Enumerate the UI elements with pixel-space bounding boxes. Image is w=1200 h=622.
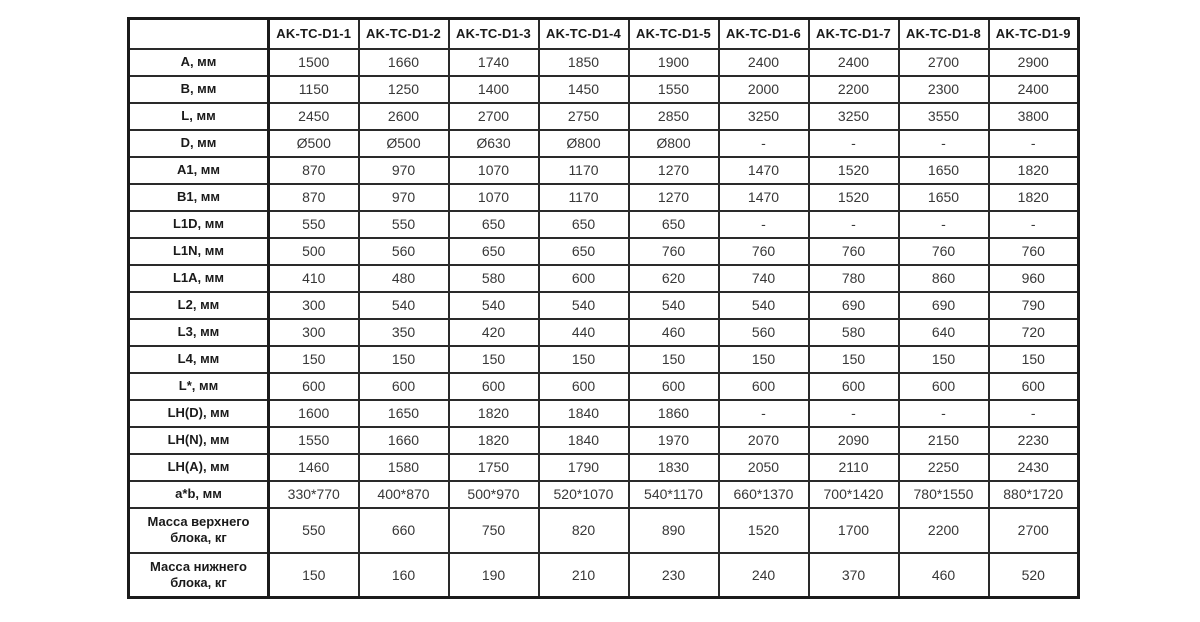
data-cell: 3550 xyxy=(899,103,989,130)
data-cell: 820 xyxy=(539,508,629,553)
data-cell: 3250 xyxy=(809,103,899,130)
data-cell: 150 xyxy=(539,346,629,373)
table-row xyxy=(129,346,1079,373)
data-cell: 2110 xyxy=(809,454,899,481)
data-cell: 440 xyxy=(539,319,629,346)
data-cell: 870 xyxy=(269,157,359,184)
data-cell: 780 xyxy=(809,265,899,292)
data-cell: 2230 xyxy=(989,427,1079,454)
column-header-4: AK-TC-D1-4 xyxy=(539,19,629,49)
data-cell: 1500 xyxy=(269,49,359,76)
data-cell: 1830 xyxy=(629,454,719,481)
data-cell: 1520 xyxy=(809,157,899,184)
data-cell: 580 xyxy=(809,319,899,346)
data-cell: 2750 xyxy=(539,103,629,130)
data-cell: 240 xyxy=(719,553,809,598)
data-cell: 650 xyxy=(539,238,629,265)
row-label: B, мм xyxy=(129,76,269,103)
data-cell: 300 xyxy=(269,292,359,319)
data-cell: 2450 xyxy=(269,103,359,130)
table-row xyxy=(129,481,1079,508)
data-cell: 720 xyxy=(989,319,1079,346)
data-cell: 540 xyxy=(629,292,719,319)
data-cell: 600 xyxy=(269,373,359,400)
data-cell: - xyxy=(989,130,1079,157)
data-cell: 540 xyxy=(359,292,449,319)
data-cell: 2600 xyxy=(359,103,449,130)
table-row xyxy=(129,103,1079,130)
data-cell: 520 xyxy=(989,553,1079,598)
data-cell: 1520 xyxy=(719,508,809,553)
data-cell: 150 xyxy=(269,346,359,373)
column-header-5: AK-TC-D1-5 xyxy=(629,19,719,49)
data-cell: 1520 xyxy=(809,184,899,211)
data-cell: 480 xyxy=(359,265,449,292)
data-cell: Ø800 xyxy=(539,130,629,157)
data-cell: 600 xyxy=(359,373,449,400)
row-label: LH(D), мм xyxy=(129,400,269,427)
data-cell: 460 xyxy=(899,553,989,598)
column-header-2: AK-TC-D1-2 xyxy=(359,19,449,49)
data-cell: 1790 xyxy=(539,454,629,481)
data-cell: Ø500 xyxy=(359,130,449,157)
column-header-8: AK-TC-D1-8 xyxy=(899,19,989,49)
row-label: L*, мм xyxy=(129,373,269,400)
data-cell: - xyxy=(719,130,809,157)
data-cell: 690 xyxy=(899,292,989,319)
data-cell: 2850 xyxy=(629,103,719,130)
data-cell: 760 xyxy=(899,238,989,265)
data-cell: 150 xyxy=(269,553,359,598)
table-row xyxy=(129,427,1079,454)
table-row xyxy=(129,238,1079,265)
data-cell: 230 xyxy=(629,553,719,598)
data-cell: Ø630 xyxy=(449,130,539,157)
data-cell: 150 xyxy=(629,346,719,373)
data-cell: Ø800 xyxy=(629,130,719,157)
data-cell: 750 xyxy=(449,508,539,553)
data-cell: 2000 xyxy=(719,76,809,103)
data-cell: 970 xyxy=(359,157,449,184)
corner-cell xyxy=(129,19,269,49)
data-cell: 660 xyxy=(359,508,449,553)
row-label: Масса нижнего блока, кг xyxy=(129,553,269,598)
data-cell: - xyxy=(809,400,899,427)
row-label: L4, мм xyxy=(129,346,269,373)
data-cell: 1820 xyxy=(449,427,539,454)
data-cell: 1970 xyxy=(629,427,719,454)
column-header-6: AK-TC-D1-6 xyxy=(719,19,809,49)
data-cell: 150 xyxy=(989,346,1079,373)
data-cell: 2400 xyxy=(989,76,1079,103)
data-cell: - xyxy=(989,211,1079,238)
data-cell: 870 xyxy=(269,184,359,211)
table-row xyxy=(129,454,1079,481)
data-cell: 1270 xyxy=(629,184,719,211)
data-cell: 560 xyxy=(719,319,809,346)
data-cell: - xyxy=(899,130,989,157)
data-cell: 500 xyxy=(269,238,359,265)
table-row xyxy=(129,373,1079,400)
data-cell: 2300 xyxy=(899,76,989,103)
data-cell: 790 xyxy=(989,292,1079,319)
data-cell: 1460 xyxy=(269,454,359,481)
data-cell: 600 xyxy=(539,373,629,400)
data-cell: 1170 xyxy=(539,157,629,184)
data-cell: 2700 xyxy=(899,49,989,76)
data-cell: 650 xyxy=(449,238,539,265)
data-cell: 560 xyxy=(359,238,449,265)
data-cell: 540 xyxy=(539,292,629,319)
data-cell: 400*870 xyxy=(359,481,449,508)
data-cell: 3800 xyxy=(989,103,1079,130)
header-row xyxy=(129,19,1079,49)
data-cell: 760 xyxy=(809,238,899,265)
data-cell: - xyxy=(809,211,899,238)
table-row xyxy=(129,292,1079,319)
table-row xyxy=(129,184,1079,211)
spec-table-container xyxy=(127,17,1080,599)
data-cell: 760 xyxy=(629,238,719,265)
data-cell: 540 xyxy=(449,292,539,319)
column-header-9: AK-TC-D1-9 xyxy=(989,19,1079,49)
data-cell: 2200 xyxy=(809,76,899,103)
data-cell: 1840 xyxy=(539,400,629,427)
data-cell: 880*1720 xyxy=(989,481,1079,508)
data-cell: 700*1420 xyxy=(809,481,899,508)
data-cell: 150 xyxy=(899,346,989,373)
data-cell: 1650 xyxy=(899,157,989,184)
data-cell: 690 xyxy=(809,292,899,319)
row-label: Масса верхнего блока, кг xyxy=(129,508,269,553)
data-cell: 550 xyxy=(269,211,359,238)
data-cell: 1150 xyxy=(269,76,359,103)
data-cell: 550 xyxy=(359,211,449,238)
data-cell: 1860 xyxy=(629,400,719,427)
data-cell: 2700 xyxy=(449,103,539,130)
data-cell: 550 xyxy=(269,508,359,553)
data-cell: 1820 xyxy=(449,400,539,427)
data-cell: 580 xyxy=(449,265,539,292)
data-cell: 960 xyxy=(989,265,1079,292)
data-cell: 460 xyxy=(629,319,719,346)
data-cell: 650 xyxy=(629,211,719,238)
data-cell: 1660 xyxy=(359,49,449,76)
data-cell: 2250 xyxy=(899,454,989,481)
data-cell: 1400 xyxy=(449,76,539,103)
data-cell: 650 xyxy=(449,211,539,238)
data-cell: 600 xyxy=(809,373,899,400)
data-cell: 2700 xyxy=(989,508,1079,553)
data-cell: 780*1550 xyxy=(899,481,989,508)
data-cell: 620 xyxy=(629,265,719,292)
data-cell: 600 xyxy=(719,373,809,400)
data-cell: 1600 xyxy=(269,400,359,427)
data-cell: - xyxy=(899,211,989,238)
data-cell: 1450 xyxy=(539,76,629,103)
row-label: LH(A), мм xyxy=(129,454,269,481)
data-cell: - xyxy=(989,400,1079,427)
table-row xyxy=(129,319,1079,346)
data-cell: 150 xyxy=(359,346,449,373)
row-label: L1N, мм xyxy=(129,238,269,265)
data-cell: 760 xyxy=(719,238,809,265)
data-cell: - xyxy=(719,400,809,427)
table-row xyxy=(129,211,1079,238)
table-row xyxy=(129,76,1079,103)
row-label: LH(N), мм xyxy=(129,427,269,454)
data-cell: - xyxy=(809,130,899,157)
column-header-7: AK-TC-D1-7 xyxy=(809,19,899,49)
data-cell: 660*1370 xyxy=(719,481,809,508)
row-label: B1, мм xyxy=(129,184,269,211)
data-cell: 1070 xyxy=(449,184,539,211)
data-cell: 540*1170 xyxy=(629,481,719,508)
data-cell: 500*970 xyxy=(449,481,539,508)
row-label: L1D, мм xyxy=(129,211,269,238)
row-label: D, мм xyxy=(129,130,269,157)
data-cell: 890 xyxy=(629,508,719,553)
data-cell: 1850 xyxy=(539,49,629,76)
data-cell: 2430 xyxy=(989,454,1079,481)
data-cell: 600 xyxy=(449,373,539,400)
data-cell: 190 xyxy=(449,553,539,598)
data-cell: 1820 xyxy=(989,157,1079,184)
data-cell: Ø500 xyxy=(269,130,359,157)
data-cell: 300 xyxy=(269,319,359,346)
data-cell: 2050 xyxy=(719,454,809,481)
data-cell: 1750 xyxy=(449,454,539,481)
data-cell: 1700 xyxy=(809,508,899,553)
table-row xyxy=(129,49,1079,76)
row-label: A1, мм xyxy=(129,157,269,184)
data-cell: 860 xyxy=(899,265,989,292)
data-cell: - xyxy=(899,400,989,427)
data-cell: 2400 xyxy=(719,49,809,76)
data-cell: 600 xyxy=(539,265,629,292)
table-row xyxy=(129,157,1079,184)
data-cell: 600 xyxy=(989,373,1079,400)
data-cell: 640 xyxy=(899,319,989,346)
data-cell: 420 xyxy=(449,319,539,346)
data-cell: 1650 xyxy=(899,184,989,211)
data-cell: 2090 xyxy=(809,427,899,454)
table-row xyxy=(129,553,1079,598)
data-cell: 150 xyxy=(449,346,539,373)
data-cell: 1070 xyxy=(449,157,539,184)
table-row xyxy=(129,508,1079,553)
data-cell: 970 xyxy=(359,184,449,211)
table-row xyxy=(129,400,1079,427)
data-cell: 1660 xyxy=(359,427,449,454)
row-label: L1A, мм xyxy=(129,265,269,292)
data-cell: 1470 xyxy=(719,157,809,184)
data-cell: 1550 xyxy=(629,76,719,103)
data-cell: 1840 xyxy=(539,427,629,454)
data-cell: 2070 xyxy=(719,427,809,454)
data-cell: 350 xyxy=(359,319,449,346)
row-label: L2, мм xyxy=(129,292,269,319)
data-cell: 410 xyxy=(269,265,359,292)
data-cell: 1900 xyxy=(629,49,719,76)
data-cell: 1820 xyxy=(989,184,1079,211)
row-label: L3, мм xyxy=(129,319,269,346)
row-label: L, мм xyxy=(129,103,269,130)
data-cell: 1470 xyxy=(719,184,809,211)
data-cell: 520*1070 xyxy=(539,481,629,508)
data-cell: 600 xyxy=(899,373,989,400)
data-cell: 370 xyxy=(809,553,899,598)
column-header-1: AK-TC-D1-1 xyxy=(269,19,359,49)
data-cell: 1170 xyxy=(539,184,629,211)
data-cell: 760 xyxy=(989,238,1079,265)
data-cell: 2200 xyxy=(899,508,989,553)
data-cell: - xyxy=(719,211,809,238)
data-cell: 1740 xyxy=(449,49,539,76)
data-cell: 740 xyxy=(719,265,809,292)
data-cell: 330*770 xyxy=(269,481,359,508)
data-cell: 3250 xyxy=(719,103,809,130)
row-label: A, мм xyxy=(129,49,269,76)
data-cell: 1550 xyxy=(269,427,359,454)
data-cell: 2150 xyxy=(899,427,989,454)
data-cell: 600 xyxy=(629,373,719,400)
data-cell: 160 xyxy=(359,553,449,598)
data-cell: 2400 xyxy=(809,49,899,76)
data-cell: 1580 xyxy=(359,454,449,481)
data-cell: 150 xyxy=(719,346,809,373)
data-cell: 540 xyxy=(719,292,809,319)
spec-table xyxy=(127,17,1080,599)
column-header-3: AK-TC-D1-3 xyxy=(449,19,539,49)
data-cell: 1650 xyxy=(359,400,449,427)
data-cell: 210 xyxy=(539,553,629,598)
table-row xyxy=(129,130,1079,157)
data-cell: 2900 xyxy=(989,49,1079,76)
data-cell: 1250 xyxy=(359,76,449,103)
data-cell: 1270 xyxy=(629,157,719,184)
data-cell: 650 xyxy=(539,211,629,238)
table-row xyxy=(129,265,1079,292)
data-cell: 150 xyxy=(809,346,899,373)
row-label: a*b, мм xyxy=(129,481,269,508)
